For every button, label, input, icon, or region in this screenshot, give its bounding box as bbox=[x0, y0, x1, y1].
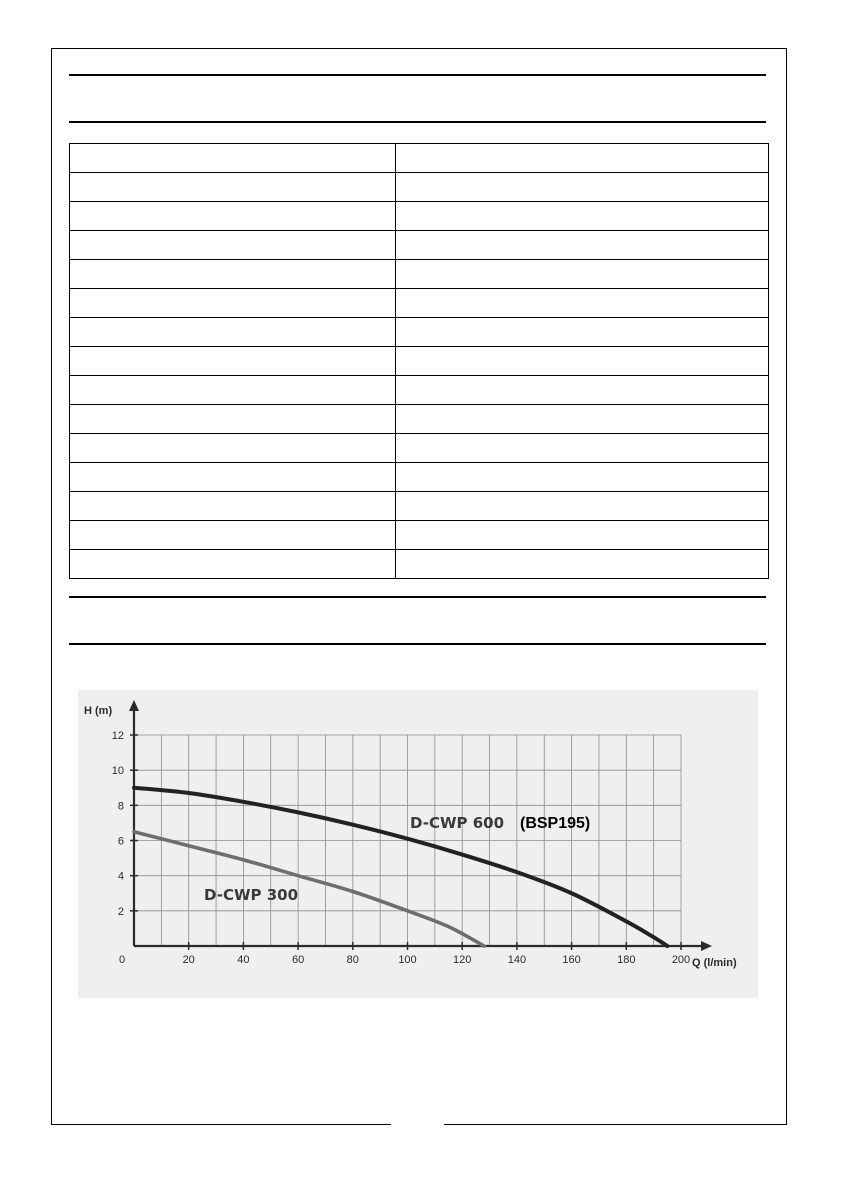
specification-table bbox=[69, 143, 769, 579]
table-row bbox=[70, 405, 769, 434]
spec-label-cell bbox=[70, 231, 396, 260]
table-row bbox=[70, 318, 769, 347]
spec-value-cell bbox=[396, 202, 769, 231]
y-axis-arrow bbox=[129, 700, 139, 711]
spec-value-cell bbox=[396, 521, 769, 550]
x-tick-label: 0 bbox=[118, 954, 126, 966]
y-tick-label: 10 bbox=[111, 765, 124, 778]
series-line-d-cwp-300 bbox=[134, 832, 484, 946]
spec-value-cell bbox=[396, 405, 769, 434]
table-row bbox=[70, 289, 769, 318]
chart-series bbox=[134, 788, 667, 946]
table-row bbox=[70, 463, 769, 492]
section-rule-under-heading bbox=[69, 121, 766, 123]
x-axis-title: Q (l/min) bbox=[692, 957, 737, 969]
y-tick-label: 8 bbox=[117, 800, 124, 813]
table-row bbox=[70, 492, 769, 521]
table-row bbox=[70, 231, 769, 260]
x-tick-label: 160 bbox=[562, 954, 581, 966]
section-rule-top bbox=[69, 74, 766, 76]
spec-label-cell bbox=[70, 144, 396, 173]
spec-label-cell bbox=[70, 347, 396, 376]
spec-value-cell bbox=[396, 434, 769, 463]
x-tick-label: 20 bbox=[182, 954, 195, 966]
spec-value-cell bbox=[396, 289, 769, 318]
spec-label-cell bbox=[70, 260, 396, 289]
performance-chart bbox=[78, 690, 758, 998]
spec-value-cell bbox=[396, 492, 769, 521]
spec-value-cell bbox=[396, 463, 769, 492]
table-row bbox=[70, 202, 769, 231]
performance-chart-svg bbox=[78, 690, 758, 998]
x-tick-label: 120 bbox=[453, 954, 472, 966]
page-border-bottom-right bbox=[444, 1124, 787, 1125]
spec-value-cell bbox=[396, 318, 769, 347]
x-tick-label: 60 bbox=[291, 954, 305, 966]
x-axis-arrow bbox=[701, 941, 712, 951]
y-axis-title: H (m) bbox=[84, 705, 113, 717]
spec-value-cell bbox=[396, 347, 769, 376]
section-rule-performance-top bbox=[69, 596, 766, 598]
table-row bbox=[70, 550, 769, 579]
spec-value-cell bbox=[396, 376, 769, 405]
table-row bbox=[70, 173, 769, 202]
chart-labels bbox=[204, 814, 590, 904]
spec-label-cell bbox=[70, 521, 396, 550]
spec-label-cell bbox=[70, 289, 396, 318]
spec-label-cell bbox=[70, 463, 396, 492]
spec-value-cell bbox=[396, 231, 769, 260]
table-row bbox=[70, 347, 769, 376]
spec-label-cell bbox=[70, 202, 396, 231]
y-tick-label: 4 bbox=[117, 870, 124, 883]
series-line-d-cwp-600 bbox=[134, 788, 667, 946]
table-row bbox=[70, 144, 769, 173]
table-row bbox=[70, 521, 769, 550]
spec-label-cell bbox=[70, 405, 396, 434]
spec-label-cell bbox=[70, 434, 396, 463]
spec-label-cell bbox=[70, 376, 396, 405]
y-tick-label: 2 bbox=[117, 905, 124, 918]
x-tick-label: 200 bbox=[671, 954, 691, 966]
spec-value-cell bbox=[396, 260, 769, 289]
spec-label-cell bbox=[70, 173, 396, 202]
table-row bbox=[70, 376, 769, 405]
series-label: D-CWP 300 bbox=[204, 886, 299, 904]
series-label-suffix: (BSP195) bbox=[520, 815, 591, 832]
x-tick-label: 180 bbox=[617, 954, 636, 966]
y-tick-label: 12 bbox=[111, 730, 124, 742]
x-tick-label: 100 bbox=[398, 954, 417, 966]
spec-label-cell bbox=[70, 550, 396, 579]
spec-label-cell bbox=[70, 318, 396, 347]
y-tick-label: 6 bbox=[117, 835, 124, 848]
spec-value-cell bbox=[396, 173, 769, 202]
page-border-bottom-left bbox=[51, 1124, 391, 1125]
table-row bbox=[70, 260, 769, 289]
x-tick-label: 140 bbox=[507, 954, 527, 966]
x-tick-label: 40 bbox=[237, 954, 250, 966]
spec-value-cell bbox=[396, 144, 769, 173]
spec-label-cell bbox=[70, 492, 396, 521]
table-row bbox=[70, 434, 769, 463]
section-rule-performance-bottom bbox=[69, 643, 766, 645]
x-tick-label: 80 bbox=[346, 954, 359, 966]
series-label: D-CWP 600 bbox=[410, 814, 505, 832]
spec-value-cell bbox=[396, 550, 769, 579]
